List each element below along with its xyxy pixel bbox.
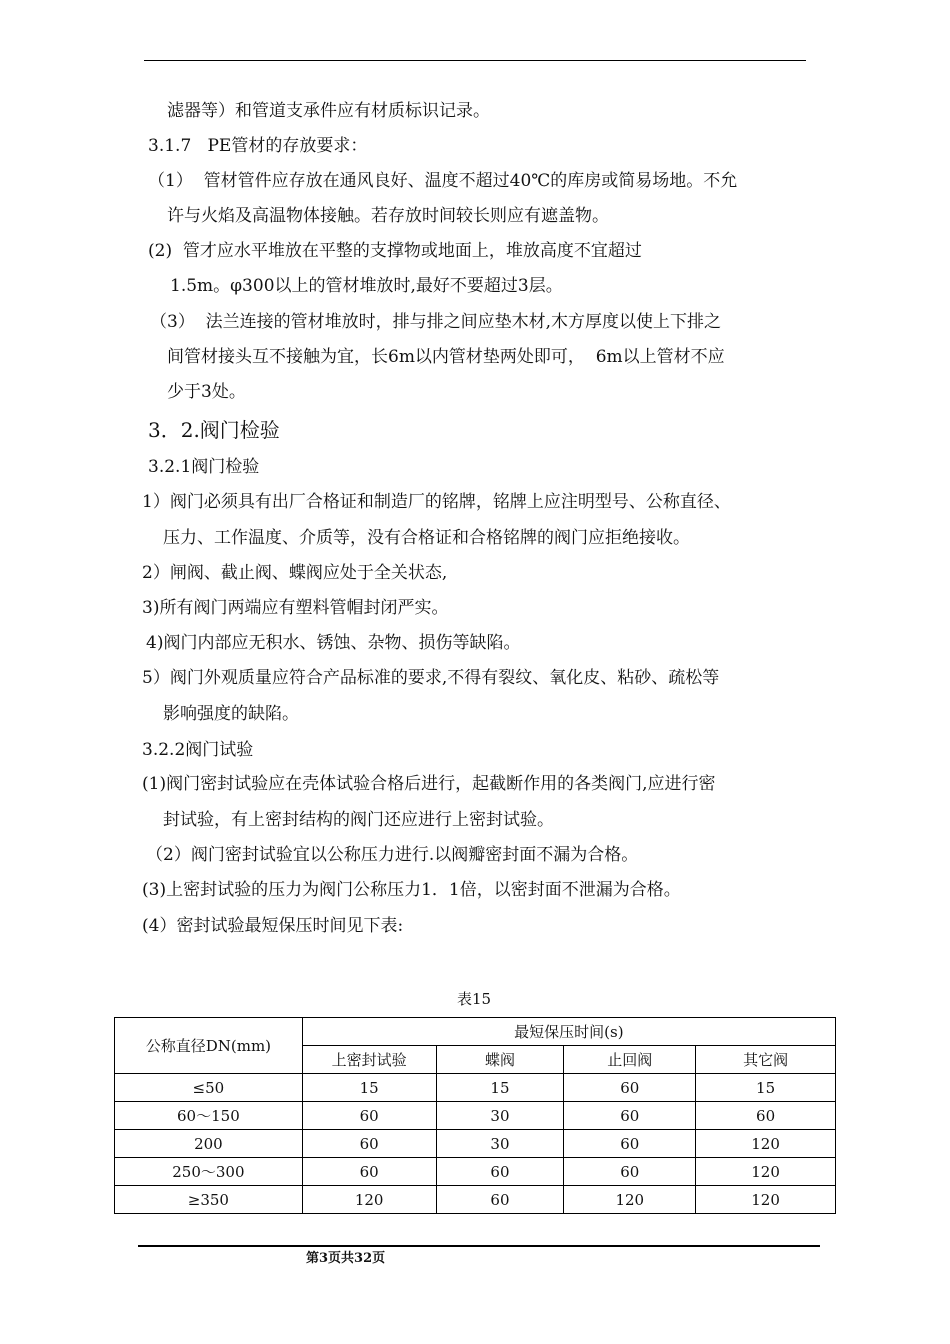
table-cell: 120 [696,1158,836,1186]
footer-rule [138,1245,820,1247]
header-cell: 蝶阀 [436,1046,564,1074]
table-row [115,1186,836,1214]
section-heading-3-1-7: 3.1.7 PE管材的存放要求： [148,136,368,156]
table-cell: 60 [436,1158,564,1186]
text-line: 3)所有阀门两端应有塑料管帽封闭严实。 [142,598,449,618]
table-cell: 15 [436,1074,564,1102]
text-line: 许与火焰及高温物体接触。若存放时间较长则应有遮盖物。 [167,206,609,226]
header-cell: 上密封试验 [302,1046,436,1074]
table-cell: 60 [564,1158,696,1186]
section-heading-3-2-1: 3.2.1阀门检验 [148,457,260,477]
header-cell: 止回阀 [564,1046,696,1074]
table-cell: 60 [564,1074,696,1102]
header-cell-nominal-diameter: 公称直径DN(mm) [115,1018,303,1074]
table-row [115,1130,836,1158]
text-line: （3） 法兰连接的管材堆放时，排与排之间应垫木材,木方厚度以使上下排之 [150,312,722,332]
text-line: （2）阀门密封试验宜以公称压力进行.以阀瓣密封面不漏为合格。 [146,845,639,865]
table-cell: 60 [302,1130,436,1158]
table-cell: 120 [696,1186,836,1214]
table-cell: 60 [696,1102,836,1130]
table-cell: 60 [564,1102,696,1130]
table-cell: 200 [115,1130,303,1158]
table-cell: 60 [436,1186,564,1214]
table-row [115,1074,836,1102]
table-cell: ≤50 [115,1074,303,1102]
text-line: (3)上密封试验的压力为阀门公称压力1．1倍，以密封面不泄漏为合格。 [142,880,681,900]
table-cell: 15 [302,1074,436,1102]
section-heading-3-2: 3．2.阀门检验 [148,418,280,442]
table-cell: ≥350 [115,1186,303,1214]
text-line: 压力、工作温度、介质等，没有合格证和合格铭牌的阀门应拒绝接收。 [163,528,690,548]
text-line: 5）阀门外观质量应符合产品标准的要求,不得有裂纹、氧化皮、粘砂、疏松等 [142,668,720,688]
table-cell: 30 [436,1130,564,1158]
text-line: (2) 管才应水平堆放在平整的支撑物或地面上，堆放高度不宜超过 [148,241,642,261]
header-cell: 其它阀 [696,1046,836,1074]
text-line: 4)阀门内部应无积水、锈蚀、杂物、损伤等缺陷。 [146,633,521,653]
table-row [115,1102,836,1130]
table-caption: 表15 [457,990,492,1008]
table-cell: 120 [564,1186,696,1214]
section-heading-3-2-2: 3.2.2阀门试验 [142,740,254,760]
pressure-hold-time-table [114,1017,836,1214]
table-cell: 120 [696,1130,836,1158]
text-line: (1)阀门密封试验应在壳体试验合格后进行，起截断作用的各类阀门,应进行密 [142,774,716,794]
text-line: 封试验，有上密封结构的阀门还应进行上密封试验。 [163,810,554,830]
text-line: （1） 管材管件应存放在通风良好、温度不超过40℃的库房或简易场地。不允 [148,171,738,191]
table-cell: 250～300 [115,1158,303,1186]
page-number: 第3页共32页 [306,1251,386,1266]
text-line: (4）密封试验最短保压时间见下表: [142,916,404,936]
table-cell: 30 [436,1102,564,1130]
text-line: 1.5m。φ300以上的管材堆放时,最好不要超过3层。 [170,276,563,296]
table-cell: 120 [302,1186,436,1214]
header-cell-min-hold-time: 最短保压时间(s) [302,1018,835,1046]
text-line: 滤器等）和管道支承件应有材质标识记录。 [167,101,490,121]
text-line: 影响强度的缺陷。 [163,704,299,724]
table-cell: 15 [696,1074,836,1102]
table-cell: 60～150 [115,1102,303,1130]
text-line: 间管材接头互不接触为宜，长6m以内管材垫两处即可， 6m以上管材不应 [167,347,725,367]
table-row [115,1158,836,1186]
table-cell: 60 [564,1130,696,1158]
table-header-row [115,1018,836,1046]
table-cell: 60 [302,1158,436,1186]
header-rule [144,60,806,61]
text-line: 少于3处。 [167,382,246,402]
text-line: 1）阀门必须具有出厂合格证和制造厂的铭牌，铭牌上应注明型号、公称直径、 [142,492,731,512]
text-line: 2）闸阀、截止阀、蝶阀应处于全关状态, [142,563,448,583]
table-cell: 60 [302,1102,436,1130]
